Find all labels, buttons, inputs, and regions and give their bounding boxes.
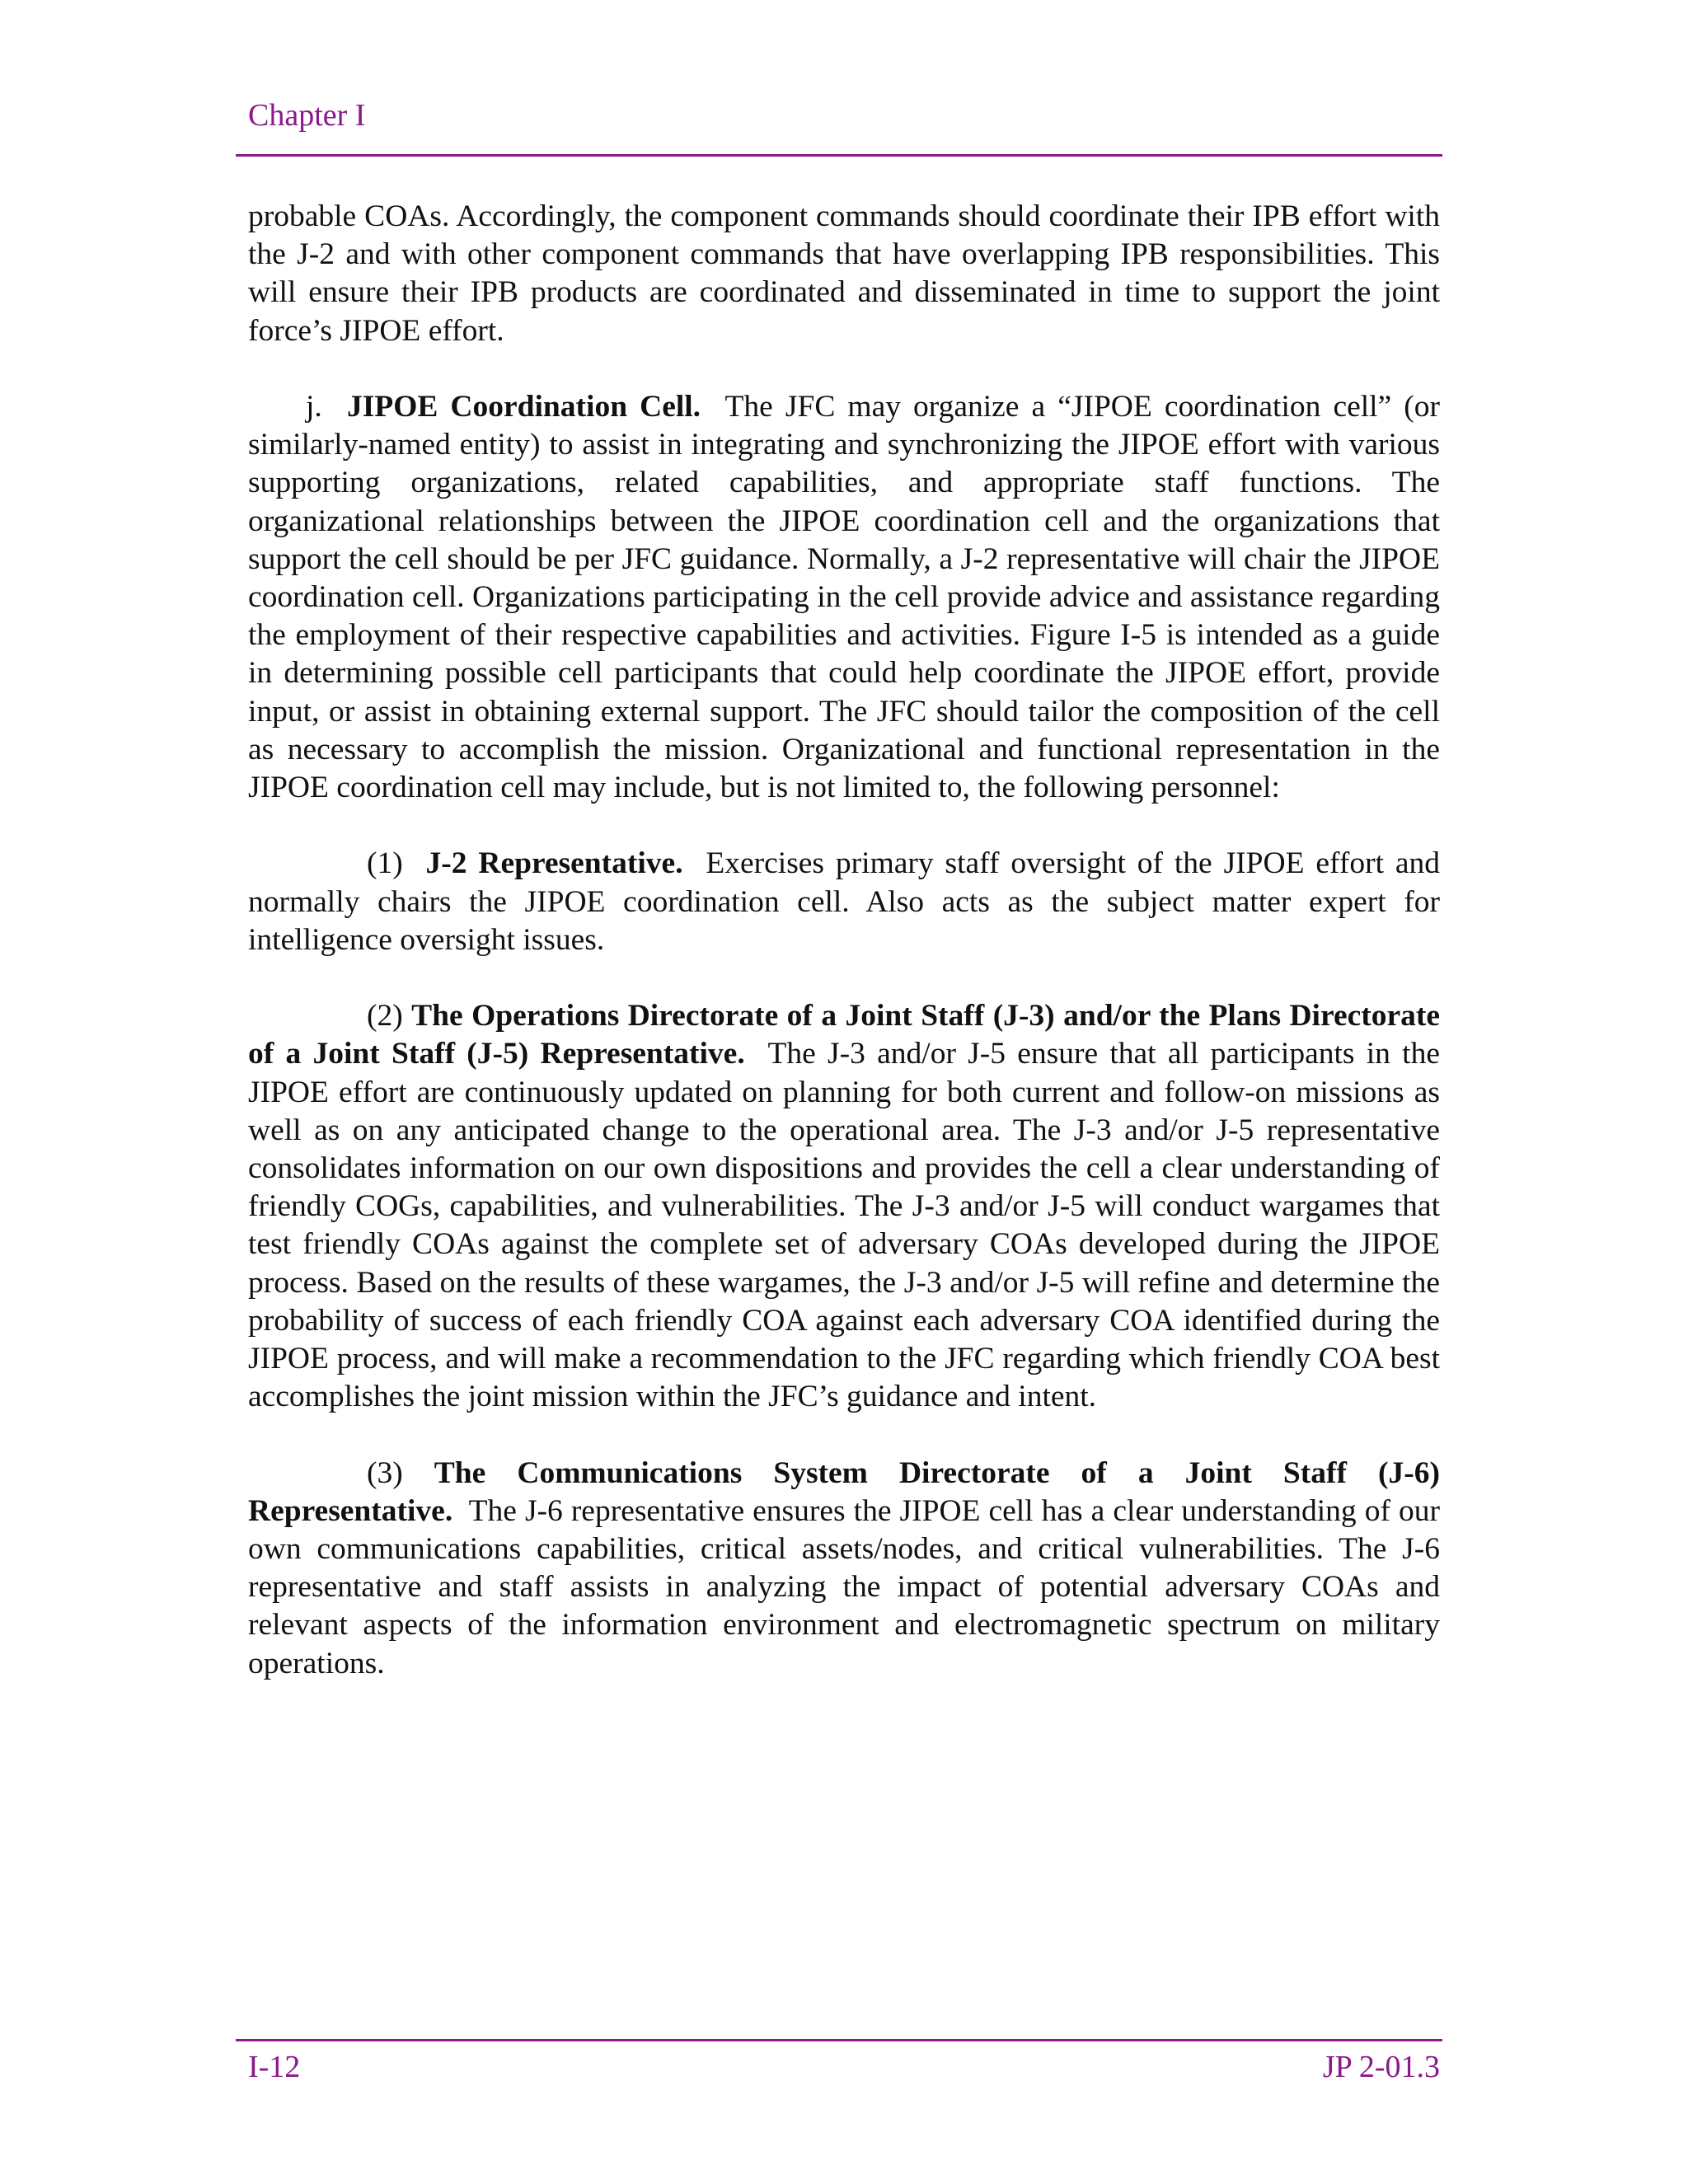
paragraph-j: [248, 388, 1440, 807]
page-number: I-12: [248, 2050, 301, 2084]
paragraph-item-1: [248, 845, 1440, 959]
paragraph-heading: The Communications System Directorate of a Joint Staff (J-6) Representative.: [248, 1455, 1441, 1528]
paragraph-continuation: [248, 198, 1440, 350]
paragraph-text: The J-3 and/or J-5 ensure that all participants in the JIPOE effort are continuously updated on planning for both current and follow-on missions as well as on any anticipated change to the operational area. The J-3 and/or J-5 representative consolidates information on our own dispositions and provides the cell a clear understanding of friendly COGs, capabilities, and vulnerabilities. The J-3 and/or J-5 will conduct wargames that test friendly COAs against the complete set of adversary COAs developed during the JIPOE process. Based on the results of these wargames, the J-3 and/or J-5 will refine and determine the probability of success of each friendly COA against each adversary COA identified during the JIPOE process, and will make a recommendation to the JFC regarding which friendly COA best accomplishes the joint mission within the JFC’s guidance and intent.: [248, 1037, 1440, 1414]
header-divider: [236, 154, 1442, 157]
publication-id: JP 2-01.3: [1322, 2050, 1440, 2084]
paragraph-text: Exercises primary staff oversight of the JIPOE effort and normally chairs the JIPOE coordination cell. Also acts as the subject matter expert for intelligence oversight issues.: [248, 846, 1441, 957]
paragraph-heading: J-2 Representative.: [425, 846, 683, 881]
document-body: [248, 198, 1440, 1721]
paragraph-text: The J-6 representative ensures the JIPOE cell has a clear understanding of our own communications capabilities, critical assets/nodes, and critical vulnerabilities. The J-6 representative and staff assists in analyzing the impact of potential adversary COAs and relevant aspects of the information environment and electromagnetic spectrum on military operations.: [248, 1493, 1440, 1680]
paragraph-heading: JIPOE Coordination Cell.: [346, 390, 701, 424]
paragraph-item-3: [248, 1455, 1440, 1683]
paragraph-text: probable COAs. Accordingly, the component commands should coordinate their IPB effort with the J-2 and with other component commands that have overlapping IPB responsibilities. This will ensure their IPB products are coordinated and disseminated in time to support the joint force’s JIPOE effort.: [248, 199, 1440, 348]
paragraph-marker: (2): [367, 999, 403, 1033]
paragraph-marker: (3): [367, 1455, 403, 1490]
paragraph-item-2: [248, 997, 1440, 1416]
paragraph-text: The JFC may organize a “JIPOE coordination cell” (or similarly-named entity) to assist in integrating and synchronizing the JIPOE effort with various supporting organizations, related capabilities, and appropriate staff functions. The organizational relationships between the JIPOE coordination cell and the organizations that support the cell should be per JFC guidance. Normally, a J-2 representative will chair the JIPOE coordination cell. Organizations participating in the cell provide advice and assistance regarding the employment of their respective capabilities and activities. Figure I-5 is intended as a guide in determining possible cell participants that could help coordinate the JIPOE effort, provide input, or assist in obtaining external support. The JFC should tailor the composition of the cell as necessary to accomplish the mission. Organizational and functional representation in the JIPOE coordination cell may include, but is not limited to, the following personnel:: [248, 390, 1441, 805]
paragraph-marker: (1): [367, 846, 403, 881]
paragraph-heading: The Operations Directorate of a Joint Staff (J-3) and/or the Plans Directorate of a Joint Staff (J-5) Representative.: [248, 999, 1440, 1071]
footer-divider: [236, 2039, 1442, 2041]
chapter-header: Chapter I: [248, 98, 366, 133]
paragraph-marker: j.: [306, 390, 322, 424]
